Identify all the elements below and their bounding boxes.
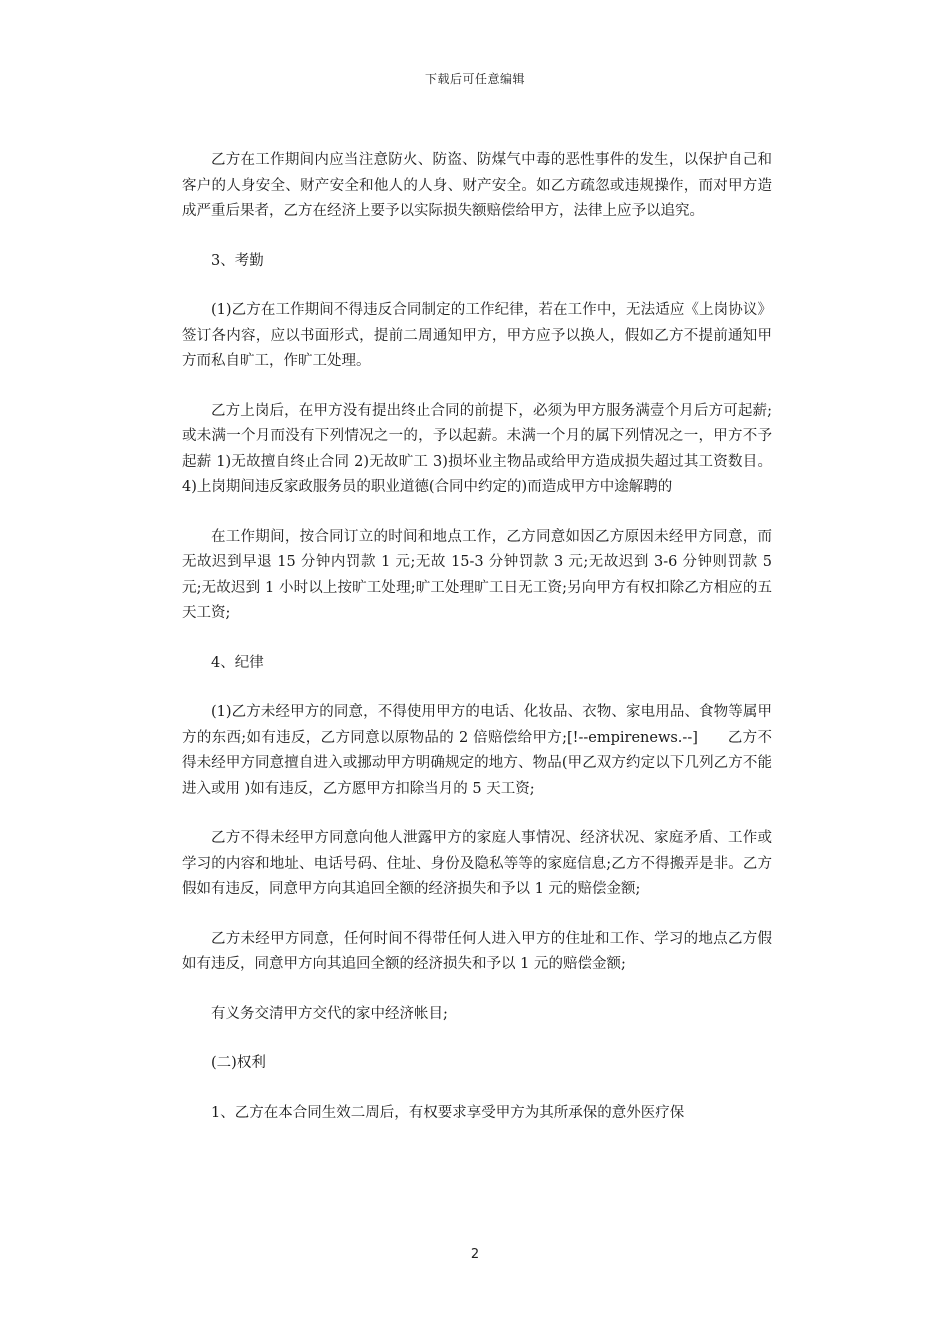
section-heading-attendance: 3、考勤 bbox=[211, 252, 264, 269]
section-heading-rights: (二)权利 bbox=[211, 1055, 266, 1071]
paragraph-accounts: 有义务交清甲方交代的家中经济帐目; bbox=[211, 1005, 448, 1022]
paragraph-lateness-penalty: 在工作期间，按合同订立的时间和地点工作，乙方同意如因乙方原因未经甲方同意，而无故迟到早退 15 分钟内罚款 1 元;无故 15-3 分钟罚款 3 元;无故迟到 3-6 分钟则罚款 5 元;无故迟到 1 小时以上按旷工处理;旷工处理旷工日无工资;另向甲方有权扣除乙方相应的五天工资; bbox=[182, 528, 772, 621]
page-header: 下载后可任意编辑 bbox=[424, 72, 525, 86]
paragraph-safety: 乙方在工作期间内应当注意防火、防盗、防煤气中毒的恶性事件的发生，以保护自己和客户的人身安全、财产安全和他人的人身、财产安全。如乙方疏忽或违规操作，而对甲方造成严重后果者，乙方在经济上要予以实际损失额赔偿给甲方，法律上应予以追究。 bbox=[182, 152, 772, 219]
paragraph-visitors: 乙方未经甲方同意，任何时间不得带任何人进入甲方的住址和工作、学习的地点乙方假如有违反，同意甲方向其追回全额的经济损失和予以 1 元的赔偿金额; bbox=[182, 930, 772, 972]
document-body bbox=[182, 148, 772, 1150]
paragraph-rights-1: 1、乙方在本合同生效二周后，有权要求享受甲方为其所承保的意外医疗保 bbox=[211, 1104, 685, 1121]
paragraph-attendance-1: (1)乙方在工作期间不得违反合同制定的工作纪律，若在工作中，无法适应《上岗协议》签订各内容，应以书面形式，提前二周通知甲方，甲方应予以换人，假如乙方不提前通知甲方而私自旷工，作旷工处理。 bbox=[182, 302, 772, 369]
page-number: 2 bbox=[470, 1247, 480, 1262]
paragraph-salary-start: 乙方上岗后，在甲方没有提出终止合同的前提下，必须为甲方服务满壹个月后方可起薪;或未满一个月而没有下列情况之一的，予以起薪。未满一个月的属下列情况之一，甲方不予起薪 1)无故擅自终止合同 2)无故旷工 3)损坏业主物品或给甲方造成损失超过其工资数目。4)上岗期间违反家政服务员的职业道德(合同中约定的)而造成甲方中途解聘的 bbox=[182, 402, 772, 495]
paragraph-discipline-1: (1)乙方未经甲方的同意，不得使用甲方的电话、化妆品、衣物、家电用品、食物等属甲方的东西;如有违反，乙方同意以原物品的 2 倍赔偿给甲方;[!--empirenews.--] 乙方不得未经甲方同意擅自进入或挪动甲方明确规定的地方、物品(甲乙双方约定以下几列乙方不能进入或用 )如有违反，乙方愿甲方扣除当月的 5 天工资; bbox=[182, 704, 772, 797]
section-heading-discipline: 4、纪律 bbox=[211, 654, 264, 671]
paragraph-privacy: 乙方不得未经甲方同意向他人泄露甲方的家庭人事情况、经济状况、家庭矛盾、工作或学习的内容和地址、电话号码、住址、身份及隐私等等的家庭信息;乙方不得搬弄是非。乙方假如有违反，同意甲方向其追回全额的经济损失和予以 1 元的赔偿金额; bbox=[182, 830, 772, 897]
